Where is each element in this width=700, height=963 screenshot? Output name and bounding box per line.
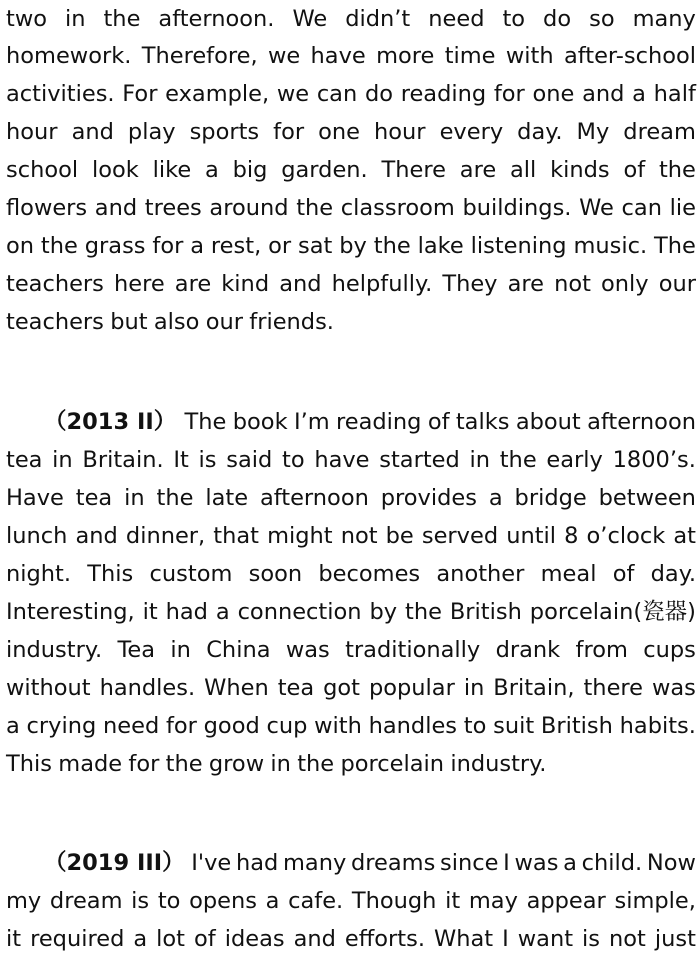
text-line: without handles. When tea got popular in Britain, there was	[6, 675, 696, 701]
question-tag: （2013 II）	[44, 409, 177, 435]
text-line: it required a lot of ideas and efforts. What I want is not just	[6, 926, 696, 952]
text-line: This made for the grow in the porcelain industry.	[6, 751, 547, 777]
text-line: Have tea in the late afternoon provides a bridge between	[6, 485, 696, 511]
text-line: tea in Britain. It is said to have started in the early 1800’s.	[6, 447, 696, 473]
text-line: night. This custom soon becomes another meal of day.	[6, 561, 696, 587]
text-line: lunch and dinner, that might not be served until 8 o’clock at	[6, 523, 696, 549]
text-line: two in the afternoon. We didn’t need to do so many	[6, 6, 696, 32]
question-tag: （2019 III）	[44, 850, 185, 876]
text-line: flowers and trees around the classroom buildings. We can lie	[6, 195, 696, 221]
text-line: Interesting, it had a connection by the British porcelain(瓷器)	[6, 599, 696, 625]
text-line: teachers here are kind and helpfully. They are not only our	[6, 271, 696, 297]
text-line: teachers but also our friends.	[6, 309, 334, 335]
text-line: homework. Therefore, we have more time with after-school	[6, 43, 696, 69]
text-line: on the grass for a rest, or sat by the lake listening music. The	[6, 233, 696, 259]
text-line: （2013 II） The book I’m reading of talks about afternoon	[6, 403, 696, 441]
text-line: （2019 III） I've had many dreams since I was a child. Now	[6, 844, 696, 882]
text-line: activities. For example, we can do reading for one and a half	[6, 81, 696, 107]
text-line: a crying need for good cup with handles to suit British habits.	[6, 713, 696, 739]
text-line: industry. Tea in China was traditionally drank from cups	[6, 637, 696, 663]
text-line: my dream is to opens a cafe. Though it may appear simple,	[6, 888, 696, 914]
text-line: school look like a big garden. There are all kinds of the	[6, 157, 696, 183]
text-line: hour and play sports for one hour every day. My dream	[6, 119, 696, 145]
